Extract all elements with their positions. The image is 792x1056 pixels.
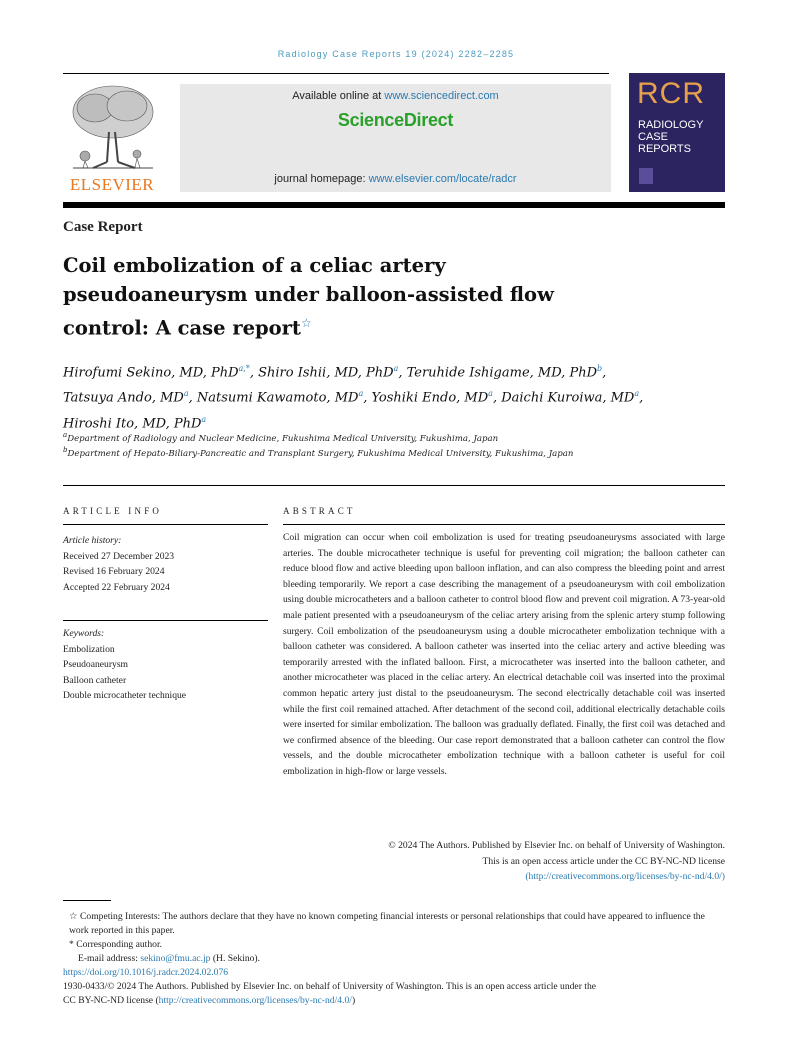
keyword[interactable]: Embolization xyxy=(63,643,115,655)
author-separator: , xyxy=(639,390,644,406)
author-affil-link[interactable]: a xyxy=(183,389,189,399)
author-name: Tatsuya Ando, MD xyxy=(63,390,184,406)
homepage-prefix: journal homepage: xyxy=(274,173,369,185)
email-label: E-mail address: xyxy=(78,953,141,964)
article-info-rule xyxy=(63,524,268,525)
license-line xyxy=(63,994,725,1008)
title-footnote-star-icon[interactable]: ☆ xyxy=(300,316,312,330)
author-affil-link[interactable]: a,* xyxy=(238,364,250,373)
author-name: Shiro Ishii, MD, PhD xyxy=(258,365,394,381)
journal-cover[interactable] xyxy=(629,73,725,192)
cover-line-2: CASE xyxy=(638,131,668,143)
accepted-date: Accepted 22 February 2024 xyxy=(63,581,170,593)
copyright-line-2: This is an open access article under the CC BY-NC-ND license xyxy=(482,855,725,867)
affiliation-text: Department of Hepato-Biliary-Pancreatic and Transplant Surgery, Fukushima Medical University, Fukushima, Japan xyxy=(67,448,574,459)
author-affil-link[interactable]: a xyxy=(201,414,207,424)
article-info-heading: ARTICLE INFO xyxy=(63,506,163,516)
received-date: Received 27 December 2023 xyxy=(63,550,175,562)
available-prefix: Available online at xyxy=(292,90,385,102)
revised-date: Revised 16 February 2024 xyxy=(63,566,165,577)
top-rule xyxy=(63,73,609,74)
footnote-rule xyxy=(63,900,111,901)
footnotes xyxy=(63,910,725,1008)
cover-line-3: REPORTS xyxy=(638,143,691,155)
competing-interests-note xyxy=(63,910,725,938)
author-name: Hirofumi Sekino, MD, PhD xyxy=(63,365,239,381)
author-separator: , xyxy=(398,365,407,381)
keywords-rule xyxy=(63,620,268,621)
author-separator: , xyxy=(188,390,197,406)
author-name: Teruhide Ishigame, MD, PhD xyxy=(406,365,597,381)
affiliation-text: Department of Radiology and Nuclear Medicine, Fukushima Medical University, Fukushima, Japan xyxy=(67,433,499,444)
abstract-rule xyxy=(283,524,725,525)
affiliation-mark: b xyxy=(63,446,68,454)
affiliation-mark: a xyxy=(63,431,68,439)
author-affil-link[interactable]: a xyxy=(358,389,364,399)
running-head: Radiology Case Reports 19 (2024) 2282–2285 xyxy=(277,49,515,59)
author-affil-link[interactable]: a xyxy=(488,389,493,399)
footer-license-link[interactable]: http://creativecommons.org/licenses/by-nc-nd/4.0/ xyxy=(158,995,352,1006)
author-separator: , xyxy=(492,390,502,406)
author-affil-link[interactable]: b xyxy=(597,364,603,373)
keywords-block xyxy=(63,626,268,704)
author-affil-link[interactable]: a xyxy=(634,389,640,399)
keywords-label: Keywords: xyxy=(63,628,105,639)
license-prefix: CC BY-NC-ND license ( xyxy=(63,995,159,1006)
author-list xyxy=(63,358,733,434)
cover-line-1: RADIOLOGY xyxy=(638,119,704,131)
keyword[interactable]: Pseudoaneurysm xyxy=(63,659,129,670)
sciencedirect-link[interactable]: www.sciencedirect.com xyxy=(384,90,499,102)
keyword[interactable]: Double microcatheter technique xyxy=(63,690,187,701)
cover-rcr-letters: RCR xyxy=(637,77,705,110)
abstract-copyright xyxy=(283,838,725,885)
available-online xyxy=(180,90,611,102)
copyright-line-1: © 2024 The Authors. Published by Elsevier Inc. on behalf of University of Washington. xyxy=(388,840,725,851)
elsevier-wordmark: ELSEVIER xyxy=(69,175,155,194)
doi-link[interactable]: https://doi.org/10.1016/j.radcr.2024.02.076 xyxy=(63,967,229,978)
email-note xyxy=(63,952,725,966)
abstract-text: Coil migration can occur when coil embolization is used for treating pseudoaneurysms associated with large arteries. The double microcatheter technique is useful for preventing coil migration; the balloon catheter can reduce blood flow and active bleeding upon balloon inflation, and can also compress the bleeding point and arrest bleeding temporarily. We report a case describing the management of a pseudoaneurysm with coil embolization using double microcatheters and a balloon catheter to control blood flow and prevent coil migration. A 73-year-old male patient presented with a pseudoaneurysm of the celiac artery arising from the splenic artery stump following surgery. Coil embolization of the pseudoaneurysm using a double microcatheter embolization technique with a balloon catheter was considered. A balloon catheter was inserted into the celiac artery and active bleeding was temporarily arrested with the inflated balloon. First, a microcatheter was inserted into the balloon catheter, and another microcatheter was placed in the celiac artery. An electrical detachable coil was inserted into the proximal common hepatic artery just distal to the pseudoaneurysm. The second electrically detachable coil was inserted while the first coil remained attached. After detachment of the second coil, additional electrically detachable coils were inserted for similar embolization. The balloon was gradually deflated. Finally, the first coil was detached and we confirmed absence of the bleeding. Our case report demonstrated that a balloon catheter can control the flow vessels, and the double microcatheter embolization technique with a balloon catheter is useful for coil embolization in high-flow or large vessels. xyxy=(283,532,725,777)
article-type: Case Report xyxy=(63,219,143,235)
author-name: Hiroshi Ito, MD, PhD xyxy=(63,415,202,431)
header-thick-rule xyxy=(63,202,725,208)
journal-homepage xyxy=(180,173,611,185)
author-name: Daichi Kuroiwa, MD xyxy=(501,390,635,406)
email-link[interactable]: sekino@fmu.ac.jp xyxy=(140,953,211,964)
author-separator: , xyxy=(363,390,372,406)
license-link[interactable]: (http://creativecommons.org/licenses/by-nc-nd/4.0/) xyxy=(525,871,725,883)
article-history xyxy=(63,533,268,595)
section-rule xyxy=(63,485,725,486)
corresponding-note xyxy=(63,938,725,952)
footnote-star-icon: ☆ xyxy=(69,911,78,922)
cover-title xyxy=(638,119,703,155)
sciencedirect-brand[interactable]: ScienceDirect xyxy=(337,110,454,130)
affiliation-b xyxy=(63,443,623,462)
competing-interests-text: Competing Interests: The authors declare that they have no known competing financial interests or personal relationships that could have appeared to influence the work reported in this paper. xyxy=(69,911,705,936)
abstract-heading: ABSTRACT xyxy=(283,506,356,516)
title-text: Coil embolization of a celiac artery pseudoaneurysm under balloon-assisted flow control: A case report xyxy=(63,254,554,340)
license-suffix: ) xyxy=(351,995,356,1006)
author-separator: , xyxy=(602,365,607,381)
homepage-link[interactable]: www.elsevier.com/locate/radcr xyxy=(368,173,517,185)
asterisk-icon: * xyxy=(69,939,74,950)
history-label: Article history: xyxy=(63,535,122,546)
author-name: Natsumi Kawamoto, MD xyxy=(196,390,359,406)
author-separator: , xyxy=(249,365,259,381)
keyword[interactable]: Balloon catheter xyxy=(63,674,127,686)
email-suffix: (H. Sekino). xyxy=(210,953,261,964)
article-title xyxy=(63,251,623,343)
issn-line: 1930-0433/© 2024 The Authors. Published by Elsevier Inc. on behalf of University of Washington. This is an open access article under the xyxy=(63,981,597,992)
author-name: Yoshiki Endo, MD xyxy=(371,390,489,406)
cover-mini-logo xyxy=(639,168,653,184)
corresponding-text: Corresponding author. xyxy=(76,939,163,950)
author-affil-link[interactable]: a xyxy=(393,364,399,373)
